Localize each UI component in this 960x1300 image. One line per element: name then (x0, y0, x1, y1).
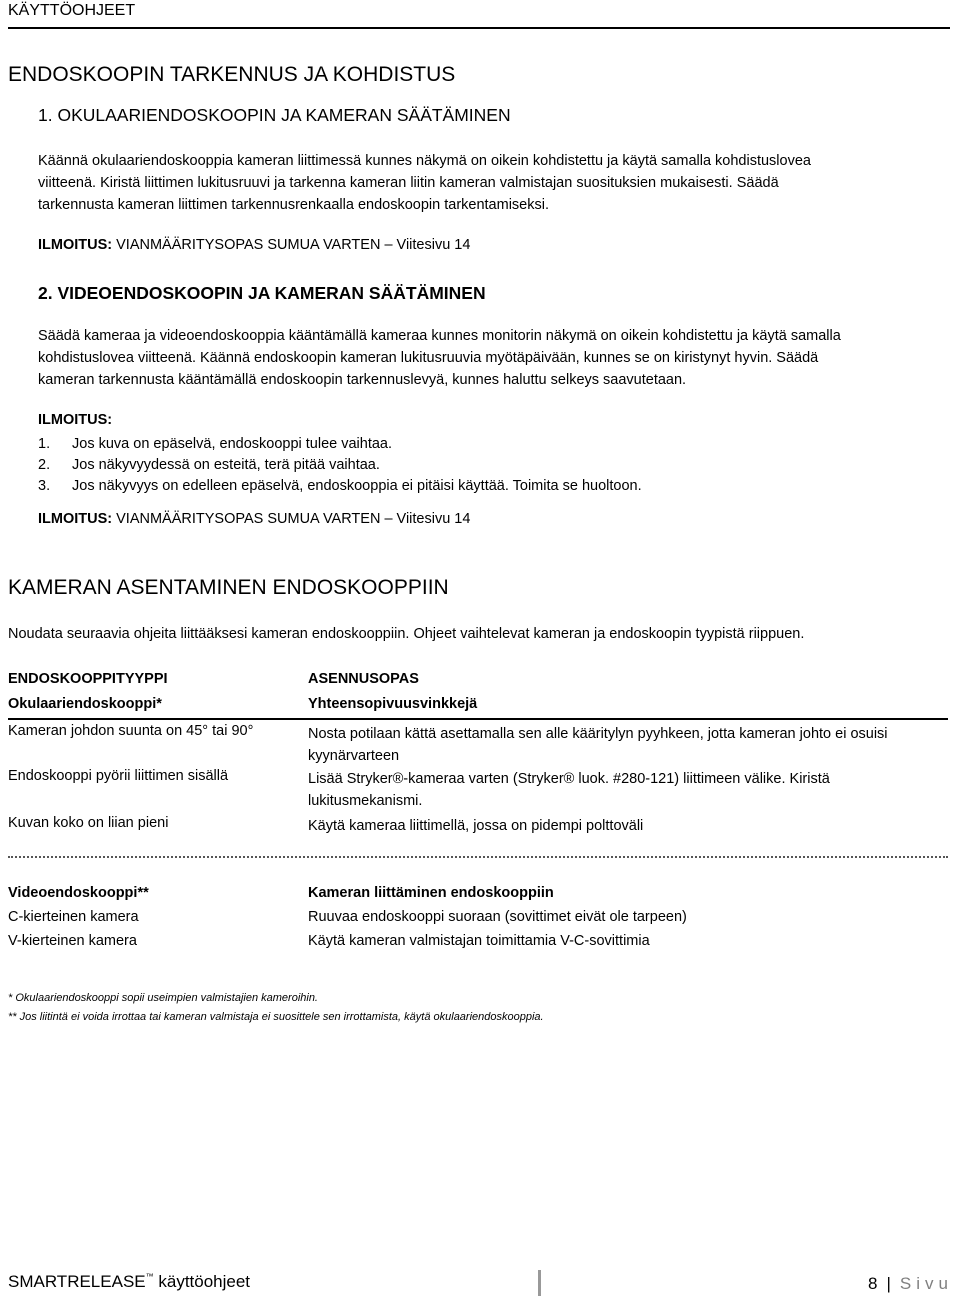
footer-page: 8 | Sivu (868, 1274, 953, 1293)
paragraph-line: Säädä kameraa ja videoendoskooppia kääntämällä kameraa kunnes monitorin näkymä on oikein kohdistettu ja käytä samalla (38, 328, 841, 344)
header-divider (8, 27, 950, 29)
document-header: KÄYTTÖOHJEET (8, 2, 136, 19)
table-row: C-kierteinen kamera Ruuvaa endoskooppi suoraan (sovittimet eivät ole tarpeen) (8, 909, 687, 925)
table-row: Kuvan koko on liian pieni Käytä kameraa liittimellä, jossa on pidempi polttoväli (8, 815, 644, 834)
list-item: 1. Jos kuva on epäselvä, endoskooppi tulee vaihtaa. (38, 436, 393, 452)
notice-3 (38, 511, 470, 527)
paragraph-line: Käännä okulaariendoskooppia kameran liittimessä kunnes näkymä on oikein kohdistettu ja käytä samalla kohdistuslovea (38, 153, 811, 169)
ocular-type-label: Okulaariendoskooppi* (8, 693, 308, 719)
paragraph-line: tarkennusta kameran liittimen tarkennusrenkaalla endoskoopin tarkentamiseksi. (38, 197, 549, 213)
paragraph-line: viitteenä. Kiristä liittimen lukitusruuvi ja tarkenna kameran liitin kameran valmistajan suosituksien mukaisesti. Säädä (38, 175, 779, 191)
notice-label: ILMOITUS: (38, 412, 113, 428)
notice-list (38, 434, 642, 497)
section-title-focus: ENDOSKOOPIN TARKENNUS JA KOHDISTUS (8, 63, 456, 86)
list-item: 2. Jos näkyvyydessä on esteitä, terä pitää vaihtaa. (38, 457, 380, 473)
video-table (8, 885, 948, 957)
table-row: Endoskooppi pyörii liittimen sisällä Lisää Stryker®-kameraa varten (Stryker® luok. #280-121) liittimeen välike. Kiristä lukitusmekanismi. (8, 768, 830, 809)
footer-product: SMARTRELEASE™ käyttöohjeet (8, 1272, 251, 1291)
paragraph-line: kohdistuslovea viitteenä. Käännä endoskoopin kameran lukitusruuvia myötäpäivään, kunnes se on kiristynyt hyvin. Säädä (38, 350, 819, 366)
footnote-video: ** Jos liitintä ei voida irrottaa tai kameran valmistaja ei suosittele sen irrottamista, käytä okulaariendoskooppia. (8, 1011, 544, 1023)
footer-divider (538, 1270, 541, 1296)
paragraph-video (38, 325, 938, 391)
page-word: Sivu (899, 1274, 953, 1293)
subsection-title-ocular: 1. OKULAARIENDOSKOOPIN JA KAMERAN SÄÄTÄMINEN (38, 105, 511, 125)
dotted-divider (8, 856, 948, 858)
paragraph-line: kameran tarkennusta kääntämällä endoskoopin tarkennuslevyä, kunnes haluttu selkeys saavutetaan. (38, 372, 687, 388)
video-type-label: Videoendoskooppi** (8, 885, 149, 901)
compat-tips-label: Yhteensopivuusvinkkejä (308, 693, 948, 719)
video-guide-header: Kameran liittäminen endoskooppiin (308, 885, 554, 901)
notice-1 (38, 237, 470, 253)
table-row: V-kierteinen kamera Käytä kameran valmistajan toimittamia V-C-sovittimia (8, 933, 650, 949)
list-item: 3. Jos näkyvyys on edelleen epäselvä, endoskooppia ei pitäisi käyttää. Toimita se huoltoon. (38, 478, 642, 494)
section-title-mounting: KAMERAN ASENTAMINEN ENDOSKOOPPIIN (8, 576, 449, 599)
subsection-title-video: 2. VIDEOENDOSKOOPIN JA KAMERAN SÄÄTÄMINEN (38, 283, 486, 303)
table-row: Kameran johdon suunta on 45° tai 90° Nosta potilaan kättä asettamalla sen alle kääritylyn pyyhkeen, jotta kameran johto ei osuisi kyynärvarteen (8, 723, 888, 764)
page-number: 8 (868, 1274, 883, 1293)
paragraph-ocular (38, 150, 938, 216)
ocular-table (8, 671, 948, 837)
mounting-intro: Noudata seuraavia ohjeita liittääksesi kameran endoskooppiin. Ohjeet vaihtelevat kameran ja endoskoopin tyypistä riippuen. (8, 626, 805, 642)
footnote-ocular: * Okulaariendoskooppi sopii useimpien valmistajien kameroihin. (8, 992, 318, 1004)
table-header-type: ENDOSKOOPPITYYPPI (8, 671, 168, 687)
table-header-guide: ASENNUSOPAS (308, 671, 419, 687)
notice-label: ILMOITUS: (38, 511, 113, 527)
notice-text: VIANMÄÄRITYSOPAS SUMUA VARTEN – Viitesivu 14 (116, 511, 471, 527)
notice-label: ILMOITUS: (38, 237, 113, 253)
notice-text: VIANMÄÄRITYSOPAS SUMUA VARTEN – Viitesivu 14 (116, 237, 471, 253)
notice-2-label (38, 412, 112, 428)
